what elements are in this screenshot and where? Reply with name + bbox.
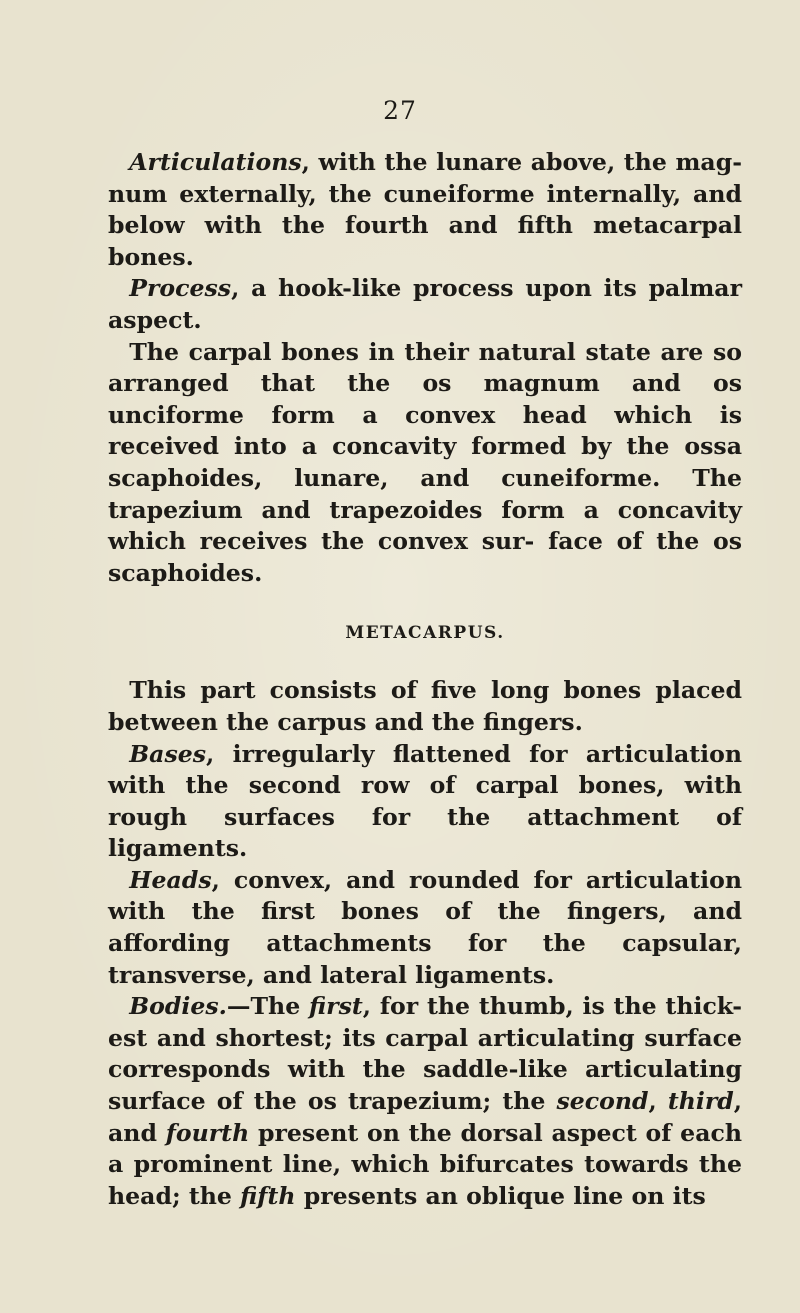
paragraph-text: , with the lunare above, the mag- num externally, the cuneiforme internally, and below with the fourth and fifth metacarpal bones. <box>108 148 742 271</box>
paragraph-process <box>108 273 742 336</box>
text-fragment: present on the dorsal aspect of each a prominent line, which bifurcates towards the head; the <box>108 1118 743 1210</box>
paragraph-heads <box>108 865 742 991</box>
term-fifth: fifth <box>240 1181 296 1210</box>
section-heading-metacarpus: METACARPUS. <box>345 623 505 644</box>
paragraph-text: , irregularly flattened for articulation with the second row of carpal bones, with rough surfaces for the attachment of ligaments. <box>108 739 742 863</box>
text-fragment: , for the thumb, is the thick- est and shortest; its carpal articulating surface corresponds with the saddle-like articulating surface of the os trapezium; the <box>108 992 742 1116</box>
paragraph-text: The carpal bones in their natural state are so arranged that the os magnum and os unciforme form a convex head which is received into a concavity formed by the ossa scaphoides, lunare, and cuneiforme. The trapezium and trapezoides form a concavity which receives the convex sur- face of the os scaphoides. <box>108 337 742 587</box>
paragraph-metacarpus-intro <box>108 675 742 738</box>
paragraph-bases <box>108 739 742 865</box>
paragraph-articulations <box>108 147 742 273</box>
term-bases: Bases <box>129 739 207 768</box>
paragraph-bodies <box>108 991 742 1212</box>
page-number: 27 <box>383 96 417 125</box>
paragraph-text: , a hook-like process upon its palmar aspect. <box>108 274 742 334</box>
term-process: Process <box>129 274 232 303</box>
term-fourth: fourth <box>165 1118 250 1147</box>
term-bodies: Bodies. <box>129 992 227 1021</box>
term-heads: Heads <box>129 865 212 894</box>
paragraph-carpal-arrangement <box>108 337 742 590</box>
term-first: first <box>309 992 363 1021</box>
text-fragment: , and <box>108 1087 742 1147</box>
text-fragment: presents an oblique line on its <box>295 1181 706 1210</box>
page-body <box>108 147 742 1212</box>
term-third: third <box>667 1087 734 1116</box>
term-articulations: Articulations <box>129 148 302 176</box>
term-second: second <box>556 1087 649 1116</box>
paragraph-text: , convex, and rounded for articulation with the first bones of the fingers, and affording attachments for the capsular, transverse, and lateral ligaments. <box>108 865 742 989</box>
text-fragment: —The <box>226 992 310 1021</box>
text-fragment: , <box>648 1087 668 1116</box>
paragraph-text: This part consists of five long bones placed between the carpus and the fingers. <box>108 676 742 736</box>
